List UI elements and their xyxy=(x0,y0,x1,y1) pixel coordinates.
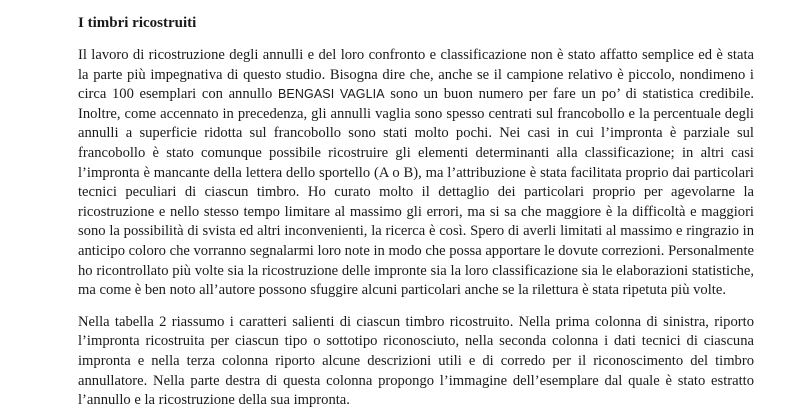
paragraph-text-part1: Il lavoro di ricostruzione degli annulli e del loro confronto e classificazione non è stato affatto semplice ed è stata la parte più impegnativa di questo studio. Bisogna dire che, anche se il campione relativo è piccolo, nondimeno i circa 100 esemplari con annullo xyxy=(78,47,754,103)
cancel-name: BENGASI VAGLIA xyxy=(278,87,385,102)
paragraph-reconstruction-work xyxy=(78,46,754,301)
paragraph-text-part2: sono un buon numero per fare un po’ di statistica credibile. Inoltre, come accennato in precedenza, gli annulli vaglia sono spesso centrati sul francobollo e la percentuale degli annulli a superficie ridotta sul francobollo sono stati molto pochi. Nei casi in cui l’impronta è parziale sul francobollo è stato comunque possibile ricostruire gli elementi determinanti alla classificazione; in altri casi l’impronta è mancante della lettera dello sportello (A o B), ma l’attribuzione è stata facilitata proprio dai particolari tecnici peculiari di ciascun timbro. Ho curato molto il dettaglio dei particolari proprio per agevolarne la ricostruzione e nello stesso tempo limitare al massimo gli errori, ma si sa che maggiore è la difficoltà e maggiori sono la possibilità di svista ed altri inconvenienti, la ricerca è così. Spero di averli limitati al massimo e ringrazio in anticipo coloro che vorranno segnalarmi loro note in modo che possa apportare le dovute correzioni. Personalmente ho ricontrollato più volte sia la ricostruzione delle impronte sia la loro classificazione sia le elaborazioni statistiche, ma come è ben noto all’autore possono sfuggire alcuni particolari anche se la rilettura è stata ripetuta più volte. xyxy=(78,86,754,299)
document-page xyxy=(78,14,754,411)
section-heading: I timbri ricostruiti xyxy=(78,15,197,31)
paragraph-table-description: Nella tabella 2 riassumo i caratteri salienti di ciascun timbro ricostruito. Nella prima colonna di sinistra, riporto l’impronta ricostruita per ciascun tipo o sottotipo riconosciuto, nella seconda colonna i dati tecnici di ciascuna impronta e nella terza colonna riporto alcune descrizioni utili e di corredo per il riconoscimento del timbro annullatore. Nella parte destra di questa colonna propongo l’immagine dell’esemplare dal quale è stato estratto l’annullo e la ricostruzione della sua impronta. xyxy=(78,313,754,409)
